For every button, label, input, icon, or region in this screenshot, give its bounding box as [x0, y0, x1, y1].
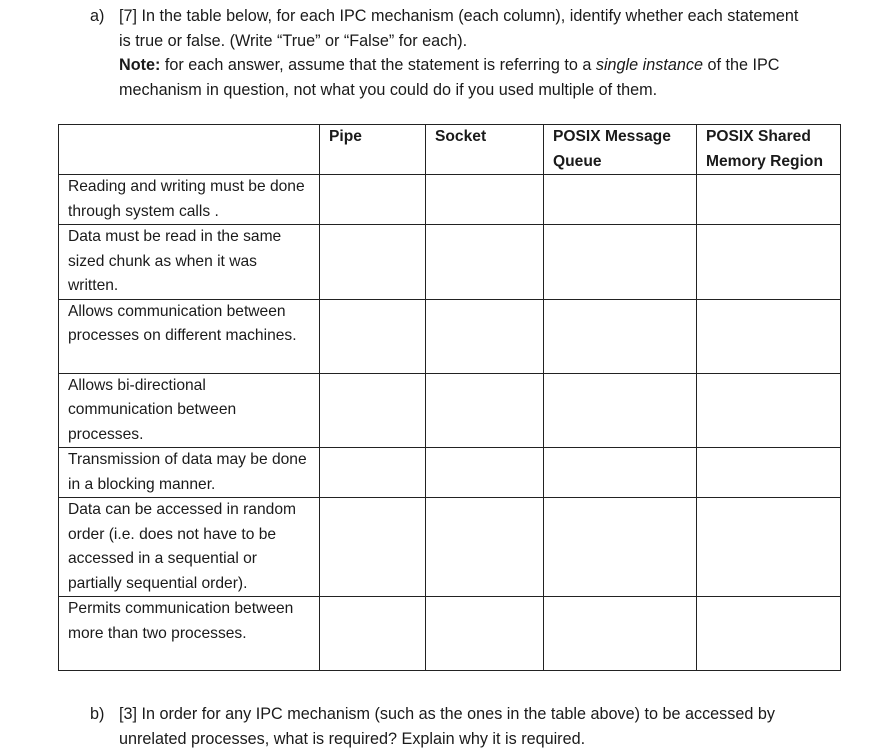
answer-cell-socket[interactable]: [426, 175, 544, 225]
statement-cell: Permits communication between more than two processes.: [59, 597, 320, 671]
header-socket: Socket: [426, 125, 544, 175]
header-pipe: Pipe: [320, 125, 426, 175]
answer-cell-shared-memory[interactable]: [697, 448, 841, 498]
answer-cell-pipe[interactable]: [320, 448, 426, 498]
note-emphasis: single instance: [595, 56, 703, 74]
table-header-row: [59, 125, 841, 175]
note-line-2: mechanism in question, not what you could do if you used multiple of them.: [119, 80, 658, 99]
statement-cell: Data must be read in the same sized chunk as when it was written.: [59, 225, 320, 300]
header-empty: [59, 125, 320, 175]
table-row: [59, 299, 841, 373]
statement-cell: Reading and writing must be done through system calls .: [59, 175, 320, 225]
question-b-marker: b): [90, 705, 105, 723]
statement-cell: Allows communication between processes on different machines.: [59, 299, 320, 373]
statement-cell: Transmission of data may be done in a blocking manner.: [59, 448, 320, 498]
answer-cell-pipe[interactable]: [320, 597, 426, 671]
header-posix-shared-memory: [697, 125, 841, 175]
answer-cell-message-queue[interactable]: [544, 498, 697, 597]
note-label: Note:: [119, 56, 161, 74]
table-row: [59, 373, 841, 448]
question-a-line-1: [7] In the table below, for each IPC mechanism (each column), identify whether each statement: [119, 7, 799, 25]
answer-cell-message-queue[interactable]: [544, 175, 697, 225]
answer-cell-shared-memory[interactable]: [697, 373, 841, 448]
table-row: [59, 175, 841, 225]
answer-cell-message-queue[interactable]: [544, 299, 697, 373]
answer-cell-shared-memory[interactable]: [697, 597, 841, 671]
header-posix-message-queue: [544, 125, 697, 175]
statement-cell: Allows bi-directional communication between processes.: [59, 373, 320, 448]
question-b-line-1: [3] In order for any IPC mechanism (such as the ones in the table above) to be accessed by: [119, 705, 775, 723]
header-posix-shm-line-2: Memory Region: [706, 152, 823, 170]
statement-cell: Data can be accessed in random order (i.e. does not have to be accessed in a sequential or partially sequential order).: [59, 498, 320, 597]
note-line-1: [119, 53, 859, 78]
question-a-text: [119, 4, 859, 102]
answer-cell-pipe[interactable]: [320, 175, 426, 225]
answer-cell-socket[interactable]: [426, 299, 544, 373]
question-b-text: [119, 702, 859, 751]
answer-cell-socket[interactable]: [426, 448, 544, 498]
answer-cell-shared-memory[interactable]: [697, 175, 841, 225]
table-row: [59, 597, 841, 671]
header-posix-mq-line-2: Queue: [553, 152, 602, 170]
question-b-line-2: unrelated processes, what is required? Explain why it is required.: [119, 729, 586, 748]
answer-cell-socket[interactable]: [426, 597, 544, 671]
answer-cell-message-queue[interactable]: [544, 373, 697, 448]
table-row: [59, 225, 841, 300]
answer-cell-shared-memory[interactable]: [697, 225, 841, 300]
question-a-marker: a): [90, 7, 105, 25]
answer-cell-shared-memory[interactable]: [697, 498, 841, 597]
table-row: [59, 498, 841, 597]
note-text-1b: of the IPC: [702, 56, 780, 74]
header-posix-mq-line-1: POSIX Message: [553, 128, 671, 145]
answer-cell-socket[interactable]: [426, 373, 544, 448]
answer-cell-socket[interactable]: [426, 498, 544, 597]
answer-cell-pipe[interactable]: [320, 498, 426, 597]
answer-cell-message-queue[interactable]: [544, 597, 697, 671]
answer-cell-pipe[interactable]: [320, 225, 426, 300]
answer-cell-pipe[interactable]: [320, 299, 426, 373]
answer-cell-message-queue[interactable]: [544, 448, 697, 498]
answer-cell-message-queue[interactable]: [544, 225, 697, 300]
ipc-table: [58, 124, 841, 671]
table-row: [59, 448, 841, 498]
answer-cell-shared-memory[interactable]: [697, 299, 841, 373]
question-a-line-2: is true or false. (Write “True” or “False” for each).: [119, 31, 468, 50]
answer-cell-pipe[interactable]: [320, 373, 426, 448]
answer-cell-socket[interactable]: [426, 225, 544, 300]
note-text-1a: for each answer, assume that the statement is referring to a: [160, 56, 596, 74]
header-posix-shm-line-1: POSIX Shared: [706, 128, 811, 145]
